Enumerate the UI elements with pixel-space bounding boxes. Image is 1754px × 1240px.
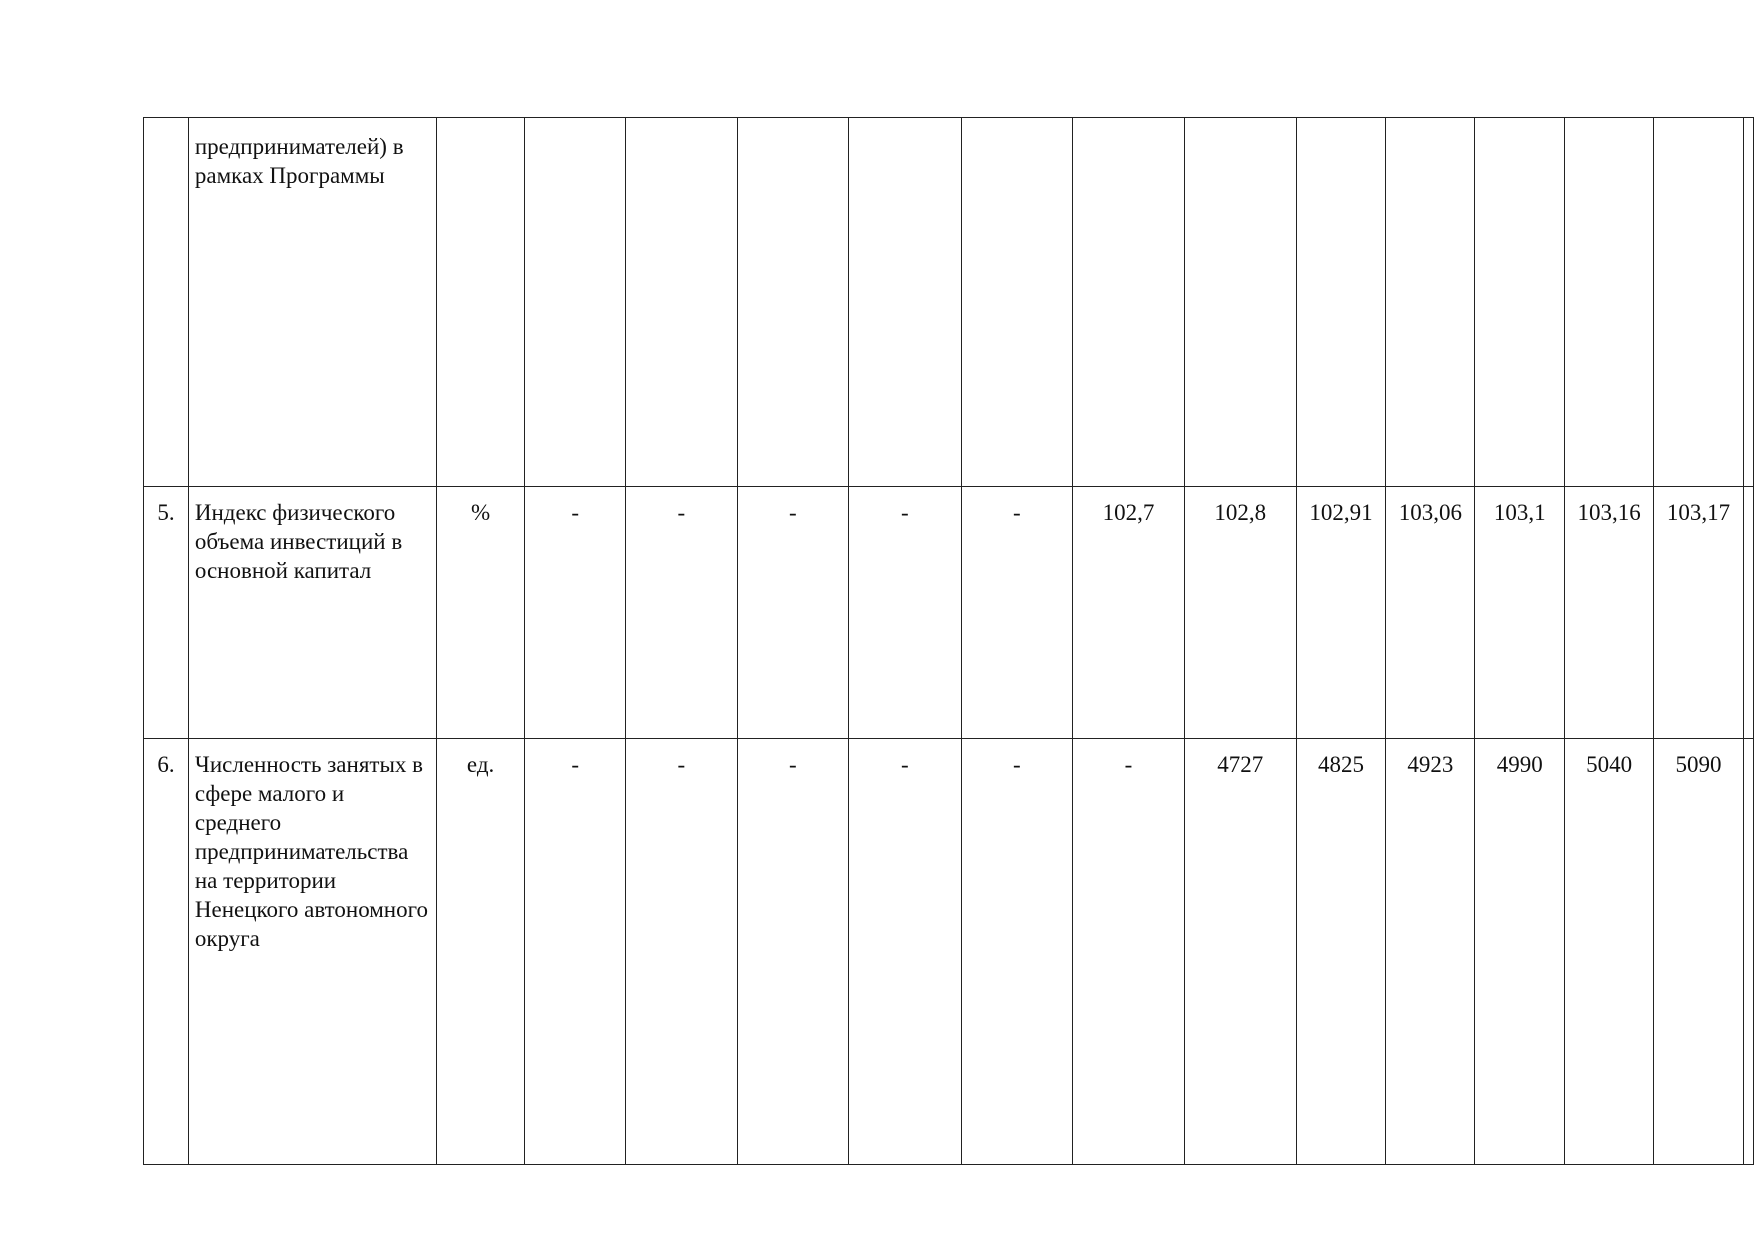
value-cell: - xyxy=(849,487,962,739)
value-cell xyxy=(1073,118,1185,487)
value-cell xyxy=(849,118,962,487)
value-cell: 102,8 xyxy=(1184,487,1296,739)
value-cell: 103,17 xyxy=(1654,487,1744,739)
unit-cell: ед. xyxy=(436,739,525,1165)
value-cell xyxy=(961,118,1073,487)
row-number: 6. xyxy=(144,739,189,1165)
value-cell: 5090 xyxy=(1654,739,1744,1165)
value-cell: 102,7 xyxy=(1073,487,1185,739)
value-cell xyxy=(1475,118,1565,487)
value-cell: - xyxy=(849,739,962,1165)
value-cell: 4923 xyxy=(1386,739,1475,1165)
value-cell: - xyxy=(961,739,1073,1165)
value-cell: 103,1 xyxy=(1475,487,1565,739)
value-cell: - xyxy=(525,487,626,739)
row-number: 5. xyxy=(144,487,189,739)
indicator-name: Численность занятых в сфере малого и среднего предпринимательства на территории Ненецкого автономного округа xyxy=(188,739,436,1165)
table-row xyxy=(144,739,1754,1165)
row-number xyxy=(144,118,189,487)
value-cell xyxy=(1386,118,1475,487)
value-cell: 4990 xyxy=(1475,739,1565,1165)
unit-cell xyxy=(436,118,525,487)
indicators-table xyxy=(143,117,1754,1165)
value-cell xyxy=(525,118,626,487)
value-cell: 102,91 xyxy=(1296,487,1386,739)
value-cell xyxy=(1296,118,1386,487)
value-cell: 4825 xyxy=(1296,739,1386,1165)
value-cell: - xyxy=(525,739,626,1165)
value-cell xyxy=(1743,118,1753,487)
value-cell xyxy=(737,118,849,487)
table-row xyxy=(144,118,1754,487)
value-cell xyxy=(1654,118,1744,487)
value-cell: 103,16 xyxy=(1565,487,1654,739)
value-cell: 103,06 xyxy=(1386,487,1475,739)
value-cell: - xyxy=(1073,739,1185,1165)
value-cell: - xyxy=(626,487,738,739)
value-cell: 5040 xyxy=(1565,739,1654,1165)
value-cell: - xyxy=(737,739,849,1165)
value-cell: 4727 xyxy=(1184,739,1296,1165)
value-cell: - xyxy=(737,487,849,739)
value-cell: - xyxy=(626,739,738,1165)
value-cell xyxy=(1743,739,1753,1165)
table-row xyxy=(144,487,1754,739)
value-cell xyxy=(626,118,738,487)
unit-cell: % xyxy=(436,487,525,739)
indicator-name: предпринимателей) в рамках Программы xyxy=(188,118,436,487)
value-cell xyxy=(1743,487,1753,739)
value-cell xyxy=(1565,118,1654,487)
value-cell xyxy=(1184,118,1296,487)
indicator-name: Индекс физического объема инвестиций в основной капитал xyxy=(188,487,436,739)
value-cell: - xyxy=(961,487,1073,739)
